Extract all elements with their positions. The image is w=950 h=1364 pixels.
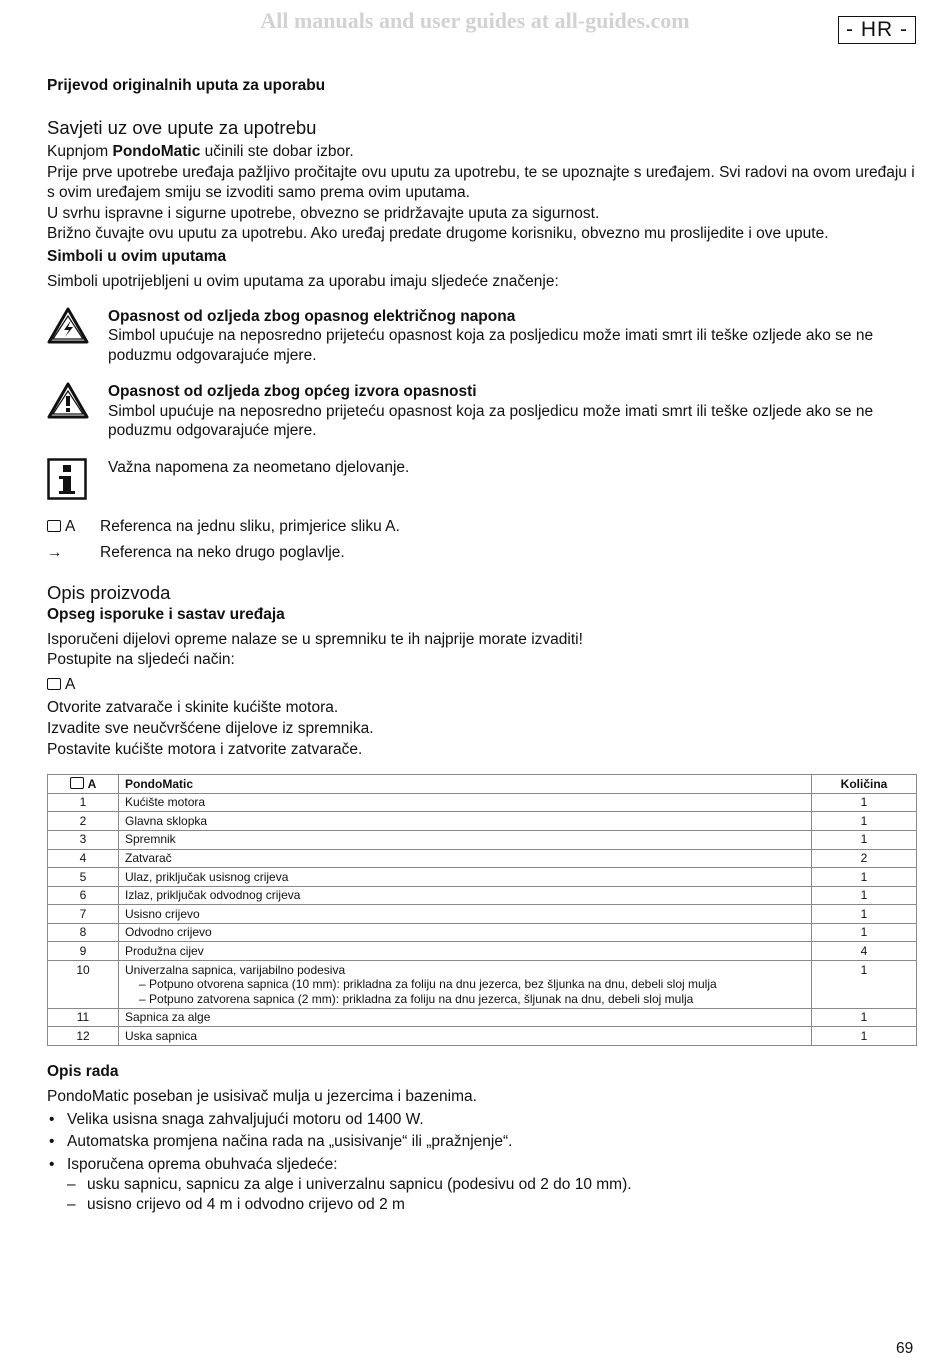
row-part-name xyxy=(119,849,812,868)
row-quantity: 1 xyxy=(812,1027,917,1046)
table-row xyxy=(48,812,917,831)
figure-ref-icon xyxy=(70,777,84,789)
row-number: 8 xyxy=(48,923,119,942)
row-part-name xyxy=(119,1008,812,1027)
part-name: Uska sapnica xyxy=(125,1028,198,1043)
table-row xyxy=(48,830,917,849)
general-hazard-text: Simbol upućuje na neposredno prijeteću opasnost koja za posljedicu može imati smrt ili teške ozljede ako se ne poduzmu odgovarajuće mjere. xyxy=(108,402,874,440)
row-number: 4 xyxy=(48,849,119,868)
language-badge: - HR - xyxy=(838,16,916,44)
row-quantity: 1 xyxy=(812,886,917,905)
col-qty-header: Količina xyxy=(812,775,917,794)
part-name: Izlaz, priključak odvodnog crijeva xyxy=(125,888,301,903)
part-name: Spremnik xyxy=(125,832,176,847)
scope-p1: Isporučeni dijelovi opreme nalaze se u spremniku te ih najprije morate izvaditi! xyxy=(47,630,583,648)
table-row xyxy=(48,942,917,961)
scope-step-1: Otvorite zatvarače i skinite kućište motora. xyxy=(47,699,339,717)
row-part-name xyxy=(119,868,812,887)
list-subitem: – usku sapnicu, sapnicu za alge i univerzalnu sapnicu (podesivu od 2 do 10 mm). xyxy=(67,1176,632,1194)
advice-p2: Prije prve upotrebe uređaja pažljivo pročitajte ovu uputu za upotrebu, te se upoznajte s uređajem. Svi radovi na ovom uređaju i s ovim uređajem smiju se izvoditi samo prema ovim uputama. xyxy=(47,163,915,202)
general-hazard-icon xyxy=(47,382,108,425)
parts-table xyxy=(47,774,917,1046)
row-number: 3 xyxy=(48,830,119,849)
row-part-name xyxy=(119,923,812,942)
row-number: 12 xyxy=(48,1027,119,1046)
chapter-ref-row xyxy=(47,543,917,563)
part-subnote: – Potpuno otvorena sapnica (10 mm): prikladna za foliju na dnu jezerca, bez šljunka na dnu, debeli sloj mulja xyxy=(139,977,717,992)
table-row xyxy=(48,961,917,1009)
part-name: Sapnica za alge xyxy=(125,1010,211,1025)
row-quantity: 1 xyxy=(812,961,917,1009)
symbols-intro: Simboli upotrijebljeni u ovim uputama za uporabu imaju sljedeće značenje: xyxy=(47,272,559,290)
advice-heading: Savjeti uz ove upute za upotrebu xyxy=(47,117,317,138)
operation-intro: PondoMatic poseban je usisivač mulja u jezercima i bazenima. xyxy=(47,1088,477,1106)
scope-heading: Opseg isporuke i sastav uređaja xyxy=(47,605,285,623)
row-part-name xyxy=(119,905,812,924)
part-name: Kućište motora xyxy=(125,795,206,810)
part-name: Odvodno crijevo xyxy=(125,925,212,940)
row-part-name xyxy=(119,793,812,812)
figure-ref-text: Referenca na jednu sliku, primjerice sliku A. xyxy=(100,517,400,535)
scope-step-2: Izvadite sve neučvršćene dijelove iz spremnika. xyxy=(47,719,374,737)
part-name: Glavna sklopka xyxy=(125,813,208,828)
row-part-name xyxy=(119,830,812,849)
row-quantity: 1 xyxy=(812,868,917,887)
row-number: 11 xyxy=(48,1008,119,1027)
figure-ref-icon xyxy=(47,520,61,532)
doc-title: Prijevod originalnih uputa za uporabu xyxy=(47,77,326,94)
scope-fig-ref: A xyxy=(47,675,917,696)
row-quantity: 1 xyxy=(812,905,917,924)
row-part-name xyxy=(119,886,812,905)
row-quantity: 1 xyxy=(812,812,917,831)
info-note-icon xyxy=(47,458,108,505)
table-row xyxy=(48,923,917,942)
table-row xyxy=(48,1027,917,1046)
info-note-text: Važna napomena za neometano djelovanje. xyxy=(108,458,410,476)
arrow-right-icon: → xyxy=(47,543,63,561)
chapter-ref-text: Referenca na neko drugo poglavlje. xyxy=(100,543,345,561)
part-name: Zatvarač xyxy=(125,851,172,865)
table-row xyxy=(48,849,917,868)
row-part-name xyxy=(119,942,812,961)
row-number: 10 xyxy=(48,961,119,1009)
row-number: 1 xyxy=(48,793,119,812)
part-name: Ulaz, priključak usisnog crijeva xyxy=(125,869,289,884)
row-number: 9 xyxy=(48,942,119,961)
operation-list xyxy=(47,1110,917,1176)
part-subnote: – Potpuno zatvorena sapnica (2 mm): prikladna za foliju na dnu jezerca, šljunak na dnu, debeli sloj mulja xyxy=(139,991,694,1006)
row-part-name xyxy=(119,812,812,831)
list-item: • Isporučena oprema obuhvaća sljedeće: xyxy=(47,1155,917,1176)
row-number: 5 xyxy=(48,868,119,887)
electric-hazard-title: Opasnost od ozljeda zbog opasnog električnog napona xyxy=(108,307,516,325)
table-row xyxy=(48,886,917,905)
operation-heading: Opis rada xyxy=(47,1063,119,1081)
col-name-header: PondoMatic xyxy=(119,775,812,794)
row-quantity: 1 xyxy=(812,923,917,942)
row-quantity: 1 xyxy=(812,793,917,812)
page-number: 69 xyxy=(896,1340,914,1357)
row-quantity: 1 xyxy=(812,830,917,849)
electric-hazard-icon xyxy=(47,307,108,350)
advice-intro: Kupnjom PondoMatic učinili ste dobar izbor. xyxy=(47,143,354,160)
table-row xyxy=(48,1008,917,1027)
table-row xyxy=(48,793,917,812)
row-quantity: 4 xyxy=(812,942,917,961)
col-ref-header: A xyxy=(48,775,119,794)
list-item: • Automatska promjena načina rada na „usisivanje“ ili „pražnjenje“. xyxy=(47,1132,917,1153)
page-content xyxy=(47,76,917,1215)
symbol-info-row xyxy=(47,458,917,505)
symbols-heading: Simboli u ovim uputama xyxy=(47,247,227,265)
row-number: 6 xyxy=(48,886,119,905)
part-name: Usisno crijevo xyxy=(125,906,200,921)
symbol-electric-row xyxy=(47,307,917,366)
figure-ref-row: A Referenca na jednu sliku, primjerice sliku A. xyxy=(47,517,917,537)
row-number: 7 xyxy=(48,905,119,924)
list-subitem: – usisno crijevo od 4 m i odvodno crijevo od 2 m xyxy=(67,1196,405,1214)
table-header-row xyxy=(48,775,917,794)
scope-step-3: Postavite kućište motora i zatvorite zatvarače. xyxy=(47,740,363,758)
table-row xyxy=(48,868,917,887)
part-name: Produžna cijev xyxy=(125,943,204,958)
scope-p2: Postupite na sljedeći način: xyxy=(47,651,235,669)
advice-p3: U svrhu ispravne i sigurne upotrebe, obvezno se pridržavajte uputa za sigurnost. xyxy=(47,204,600,222)
row-quantity: 1 xyxy=(812,1008,917,1027)
row-quantity: 2 xyxy=(812,849,917,868)
row-part-name xyxy=(119,961,812,1009)
row-number: 2 xyxy=(48,812,119,831)
general-hazard-title: Opasnost od ozljeda zbog općeg izvora opasnosti xyxy=(108,383,477,401)
product-heading: Opis proizvoda xyxy=(47,581,171,603)
figure-ref-icon xyxy=(47,678,61,690)
row-part-name xyxy=(119,1027,812,1046)
part-name: Univerzalna sapnica, varijabilno podesiva xyxy=(125,962,346,977)
list-item: • Velika usisna snaga zahvaljujući motoru od 1400 W. xyxy=(47,1110,917,1131)
advice-p4: Brižno čuvajte ovu uputu za upotrebu. Ako uređaj predate drugome korisniku, obvezno mu proslijedite i ove upute. xyxy=(47,225,829,243)
watermark: All manuals and user guides at all-guides.com xyxy=(260,8,690,33)
electric-hazard-text: Simbol upućuje na neposredno prijeteću opasnost koja za posljedicu može imati smrt ili teške ozljede ako se ne poduzmu odgovarajuće mjere. xyxy=(108,327,874,364)
symbol-general-row xyxy=(47,382,917,441)
table-row xyxy=(48,905,917,924)
